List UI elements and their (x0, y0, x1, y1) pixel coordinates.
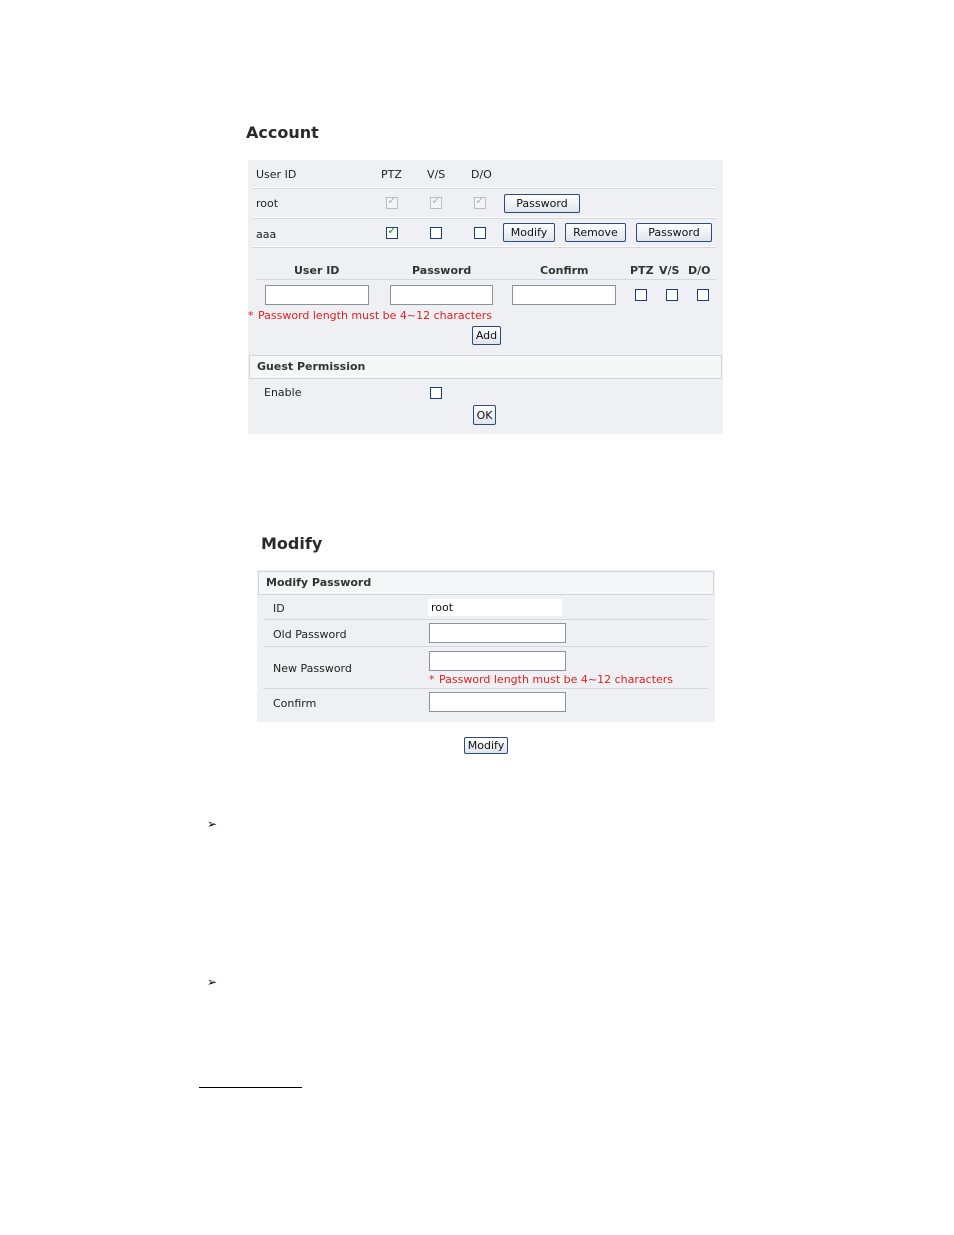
modify-password-note: Password length must be 4~12 characters (439, 673, 674, 686)
divider (253, 218, 716, 219)
underline-divider (199, 1087, 302, 1088)
new-password-input[interactable] (429, 651, 566, 671)
aaa-vs-checkbox[interactable] (430, 227, 442, 239)
header-user-id: User ID (256, 168, 297, 181)
check-icon: ✓ (475, 194, 485, 207)
guest-ok-button[interactable]: OK (473, 405, 496, 425)
modify-submit-button[interactable]: Modify (464, 737, 508, 754)
root-do-checkbox[interactable] (474, 194, 486, 209)
guest-enable-label: Enable (264, 386, 302, 399)
aaa-ptz-checkbox[interactable] (386, 224, 398, 239)
header-vs: V/S (427, 168, 446, 181)
old-password-label: Old Password (273, 628, 347, 641)
add-note-marker: * (248, 309, 254, 322)
bullet-arrow-icon: ➢ (207, 975, 218, 989)
divider (263, 619, 708, 620)
modify-id-field (428, 599, 562, 616)
check-icon: ✓ (387, 194, 397, 207)
root-vs-checkbox[interactable] (430, 194, 442, 209)
modify-confirm-label: Confirm (273, 697, 317, 710)
add-ptz-label: PTZ (630, 264, 654, 277)
add-password-label: Password (412, 264, 472, 277)
add-user-id-input[interactable] (265, 285, 369, 305)
aaa-password-button[interactable]: Password (636, 223, 712, 242)
header-do: D/O (471, 168, 492, 181)
divider (256, 279, 716, 280)
guest-enable-checkbox[interactable] (430, 387, 442, 399)
divider (253, 188, 716, 189)
old-password-input[interactable] (429, 623, 566, 643)
guest-permission-header (249, 355, 722, 379)
check-icon: ✓ (431, 194, 441, 207)
add-vs-label: V/S (659, 264, 680, 277)
row-user-aaa: aaa (256, 228, 277, 241)
modify-password-header (258, 571, 714, 595)
divider (253, 247, 716, 248)
guest-permission-title: Guest Permission (257, 360, 366, 373)
aaa-remove-button[interactable]: Remove (565, 223, 626, 242)
modify-confirm-input[interactable] (429, 692, 566, 712)
modify-note-marker: * (429, 673, 435, 686)
add-confirm-label: Confirm (540, 264, 589, 277)
divider (263, 688, 708, 689)
add-confirm-input[interactable] (512, 285, 616, 305)
modify-password-title: Modify Password (266, 576, 372, 589)
add-ptz-checkbox[interactable] (635, 289, 647, 301)
header-ptz: PTZ (381, 168, 402, 181)
new-password-label: New Password (273, 662, 352, 675)
aaa-do-checkbox[interactable] (474, 227, 486, 239)
aaa-modify-button[interactable]: Modify (503, 223, 555, 242)
add-button[interactable]: Add (472, 326, 501, 345)
modify-title: Modify (261, 534, 323, 553)
add-do-label: D/O (688, 264, 711, 277)
modify-id-label: ID (273, 602, 285, 615)
add-password-note: Password length must be 4~12 characters (258, 309, 493, 322)
root-ptz-checkbox[interactable] (386, 194, 398, 209)
add-password-input[interactable] (390, 285, 493, 305)
row-user-root: root (256, 197, 279, 210)
add-user-id-label: User ID (294, 264, 340, 277)
add-vs-checkbox[interactable] (666, 289, 678, 301)
add-do-checkbox[interactable] (697, 289, 709, 301)
bullet-arrow-icon: ➢ (207, 817, 218, 831)
account-title: Account (246, 123, 319, 142)
root-password-button[interactable]: Password (504, 194, 580, 213)
check-icon: ✓ (387, 224, 397, 237)
divider (263, 646, 708, 647)
